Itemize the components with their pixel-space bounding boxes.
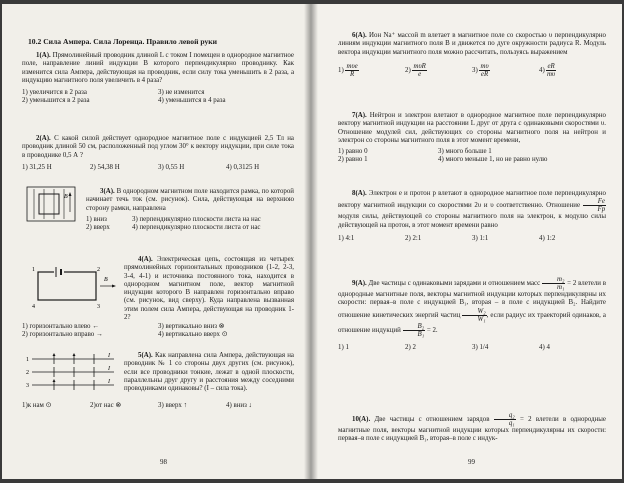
- q4-opt3: 3) вертикально вниз: [158, 323, 217, 330]
- q4-opt2: 2) горизонтально вправо →: [22, 331, 103, 339]
- q1-opt3: 3) не изменится: [158, 89, 205, 97]
- q6-label: 6(А).: [352, 32, 367, 39]
- q6-opt3-formula: [479, 63, 489, 78]
- q9-text-d: = 2.: [426, 326, 438, 334]
- figure-b-label: B: [64, 194, 68, 200]
- q6-opt4-formula: [546, 63, 555, 78]
- q6-opt3-num-expr: mυ: [480, 62, 489, 70]
- node-4: 4: [32, 304, 35, 310]
- q1-text: Прямолинейный проводник длиной L с током I помещен в однородное магнитное поле, направление линий индукции B которого перпендикулярно проводнику. Как изменится сила Ампера, действующая на проводник, если силу тока уменьшить в 2 раза, а индукцию магнитного поля увеличить в 4 раза?: [22, 52, 294, 84]
- q8-ratio-num: Fe: [583, 198, 606, 206]
- q4-opt1: 1) горизонтально влево ←: [22, 323, 100, 330]
- question-2: [22, 135, 294, 172]
- q9-induction-ratio: [403, 323, 426, 338]
- q3-opt2: 2) вверх: [86, 224, 110, 232]
- q10-charge-ratio: [494, 412, 516, 427]
- b-vector-label: B: [104, 277, 108, 283]
- q9-label: 9(А).: [352, 280, 367, 288]
- q8-text-b: модуля силы, действующей со стороны магнитного поля на электрон, к модулю силы действующей на протон, в этот момент времени равно: [338, 213, 606, 229]
- q9-opt4: 4) 4: [539, 343, 550, 351]
- q9-energy-ratio: [462, 308, 486, 323]
- q9-opt3: 3) 1/4: [472, 343, 489, 351]
- q3-label: 3(А).: [100, 188, 115, 195]
- q7-label: 7(А).: [352, 112, 367, 119]
- q2-opt1: 1) 31,25 Н: [22, 163, 52, 171]
- q5-opt3: 3) вверх ↑: [158, 402, 188, 409]
- node-2: 2: [97, 267, 100, 273]
- q5-opt1: 1)к нам: [22, 402, 44, 409]
- q8-opt1: 1) 4:1: [338, 234, 355, 242]
- q2-opt4: 4) 0,3125 Н: [226, 163, 260, 171]
- q9-energy-den: W₁: [477, 315, 486, 323]
- book-gutter: [304, 4, 318, 479]
- q9-induction-num: B₂: [403, 323, 426, 331]
- question-6: [338, 32, 606, 78]
- wire-1: 1: [26, 357, 29, 363]
- q5-text: Как направлена сила Ампера, действующая на проводник № 1 со стороны двух других (см. рисунок), если все проводники тонкие, лежат в одной плоскости, параллельны друг другу и расстояния между соседними проводниками одинаковы? (I – сила тока).: [124, 352, 294, 393]
- q8-opt4: 4) 1:2: [539, 234, 556, 242]
- question-10: [338, 412, 606, 444]
- q8-ratio-den: Fp: [597, 206, 606, 214]
- wire-2: 2: [26, 370, 29, 376]
- q1-opt4: 4) уменьшится в 4 раза: [158, 97, 226, 105]
- question-4: [124, 256, 294, 322]
- q10-charge-den: q₁: [508, 420, 515, 427]
- q2-opt2: 2) 54,38 Н: [90, 163, 120, 171]
- circuit-figure: [24, 262, 118, 310]
- q5-label: 5(А).: [138, 352, 153, 359]
- q1-opt1: 1) увеличится в 2 раза: [22, 89, 87, 97]
- q8-label: 8(А).: [352, 190, 367, 197]
- q9-opt1: 1) 1: [338, 343, 349, 351]
- q6-opt1-num-expr: mυe: [346, 62, 358, 70]
- q9-opt2: 2) 2: [405, 343, 416, 351]
- q2-text: С какой силой действует однородное магнитное поле с индукцией 2,5 Тл на проводник длиной 50 см, расположенный под углом 30° к вектору индукции, при силе тока в проводнике 0,5 А ?: [22, 135, 294, 159]
- q6-opt4-den-expr: mυ: [547, 70, 556, 78]
- q9-text-a: Две частицы с одинаковыми зарядами и отношением масс: [368, 280, 541, 288]
- q6-opt3-den-expr: eR: [480, 70, 489, 78]
- q6-opt2-den-expr: e: [418, 70, 422, 78]
- question-5: [124, 352, 294, 393]
- circle-cross-icon: ⊗: [115, 402, 122, 409]
- circle-dot-icon: ⊙: [221, 331, 228, 339]
- question-9: [338, 276, 606, 352]
- q3-opt4: 4) перпендикулярно плоскости листа от нас: [132, 224, 261, 232]
- q7-opt4: 4) много меньше 1, но не равно нулю: [438, 156, 548, 164]
- q8-opt3: 3) 1:1: [472, 234, 489, 242]
- wires-figure: [24, 352, 118, 394]
- q6-opt2-num: 2): [405, 66, 411, 74]
- q10-text-b: = 2 влетели в однородные магнитные поля, векторы магнитной индукции которых перпендикулярны их скорости: первая–в поле с индукцией B₁, вторая–в поле с индук-: [338, 416, 606, 443]
- q8-opt2: 2) 2:1: [405, 234, 422, 242]
- q9-energy-num: W₂: [462, 308, 486, 316]
- q6-text: Ион Na⁺ массой m влетает в магнитное поле со скоростью υ перпендикулярно линиям индукции магнитного поля B и движется по дуге окружности радиуса R. Модуль вектора индукции магнитного поля можно рассчитать, пользуясь выражением: [338, 32, 606, 56]
- q4-label: 4(А).: [138, 256, 153, 263]
- page-number-right: 99: [468, 458, 475, 466]
- question-7: [338, 112, 606, 165]
- page-number-left: 98: [160, 458, 167, 466]
- q1-label: 1(А).: [36, 52, 51, 59]
- q5-options: [22, 402, 294, 410]
- wire-3: 3: [26, 383, 29, 389]
- current-3: I: [108, 379, 110, 385]
- q7-opt3: 3) много больше 1: [438, 148, 492, 156]
- question-8: [338, 190, 606, 243]
- frame-figure: [26, 186, 76, 222]
- q5-opt4: 4) вниз ↓: [226, 402, 252, 409]
- q9-mass-ratio: [542, 276, 565, 291]
- q7-opt2: 2) равно 1: [338, 156, 368, 164]
- q9-mass-den: m₁: [556, 284, 565, 291]
- q9-induction-den: B₁: [417, 330, 425, 338]
- circle-cross-icon: ⊗: [218, 323, 225, 330]
- q6-opt4-num: 4): [539, 66, 545, 74]
- q9-text-b: = 2 влетели в однородные магнитные поля, векторы магнитной индукции которых перпендикулярны их скорости: первая–в поле с индукцией B₁, вторая – в поле с индукцией B₂. Найдите отношение кинетических энергий частиц: [338, 280, 607, 319]
- q10-charge-num: q₂: [494, 412, 516, 420]
- circle-dot-icon: ⊙: [45, 402, 52, 409]
- q10-text-a: Две частицы с отношением зарядов: [374, 416, 490, 424]
- q8-text-a: Электрон e и протон p влетают в однородное магнитное поле перпендикулярно вектору магнитной индукции со скоростями 2υ и υ соответственно. Отношение: [338, 190, 606, 210]
- q7-text: Нейтрон и электрон влетают в однородное магнитное поле перпендикулярно вектору магнитной индукции на расстоянии L друг от друга с одинаковыми скоростями υ. Отношение модулей сил, действующих со стороны магнитного поля на нейтрон и электрон со стороны магнитного поля в этот момент времени,: [338, 112, 606, 144]
- q6-opt2-formula: [412, 63, 426, 78]
- question-3: [86, 188, 294, 232]
- q9-mass-num: m₂: [542, 276, 565, 284]
- node-1: 1: [32, 267, 35, 273]
- q6-opt4-num-expr: eR: [547, 62, 555, 70]
- q2-opt3: 3) 0,55 Н: [158, 163, 185, 171]
- current-2: I: [108, 366, 110, 372]
- q4-text: Электрическая цепь, состоящая из четырех прямолинейных горизонтальных проводников (1-2, 2-3, 3-4, 4-1) и источника постоянного тока, находится в однородном магнитном поле, вектор магнитной индукции которого B направлен горизонтально вправо (см. рисунок, вид сверху). Куда направлена вызванная этим полем сила Ампера, действующая на проводник 1-2?: [124, 256, 294, 322]
- q3-opt1: 1) вниз: [86, 215, 107, 223]
- q4-opt4: 4) вертикально вверх: [158, 331, 221, 339]
- q7-opt1: 1) равно 0: [338, 148, 368, 156]
- q2-label: 2(А).: [36, 135, 51, 142]
- q6-opt2-num-expr: mυR: [413, 62, 426, 70]
- q3-opt3: 3) перпендикулярно плоскости листа на нас: [132, 215, 261, 223]
- question-1: [22, 52, 294, 106]
- current-1: I: [108, 353, 110, 359]
- q6-opt3-num: 3): [472, 66, 478, 74]
- q8-ratio: [583, 198, 606, 213]
- q3-text: В однородном магнитном поле находится рамка, по которой начинает течь ток (см. рисунок). Сила, действующая на верхнюю сторону рамки, направлена: [86, 188, 294, 212]
- q6-opt1-formula: [345, 63, 358, 78]
- q9-text-c: , если радиус их траекторий одинаков, а отношение индукций: [338, 311, 606, 334]
- node-3: 3: [97, 304, 100, 310]
- q10-label: 10(А).: [352, 416, 371, 424]
- q6-opt1-den-expr: R: [349, 70, 355, 78]
- q1-opt2: 2) уменьшится в 2 раза: [22, 97, 90, 105]
- heading-text: 10.2 Сила Ампера. Сила Лоренца. Правило левой руки: [28, 37, 218, 46]
- q6-opt1-num: 1): [338, 66, 344, 74]
- q5-opt2: 2)от нас: [90, 402, 114, 409]
- q4-options: [22, 323, 294, 340]
- section-heading: [22, 38, 294, 46]
